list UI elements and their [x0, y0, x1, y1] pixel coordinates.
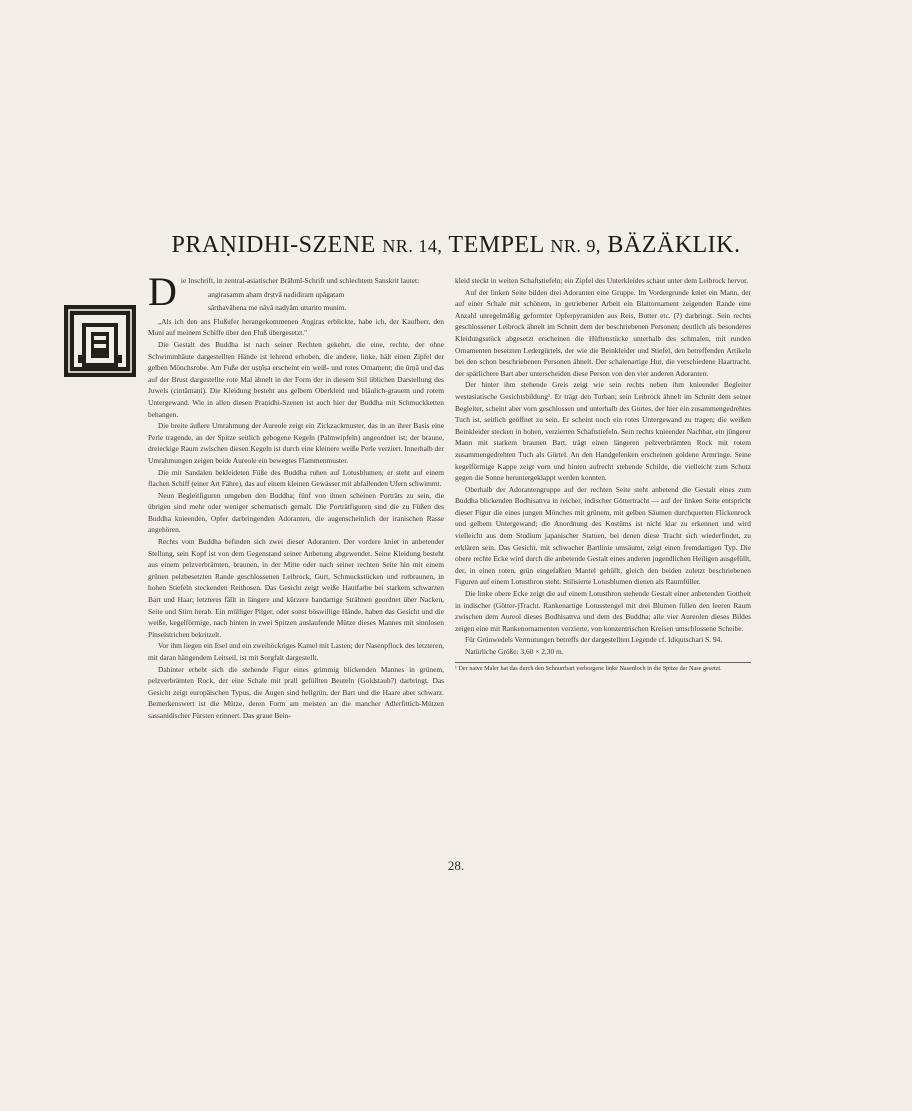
title-part-1: PRAṆIDHI-SZENE: [171, 232, 376, 258]
title-nr-1: NR. 14,: [382, 236, 443, 256]
paragraph: Dahinter erhebt sich die stehende Figur eines grimmig blickenden Mannes in grünem, pelzverbrämten Rock, der eine Schale mit prall gefüllten Beuteln (Goldstaub?) darbringt. Das Gesicht zeigt europäischen Typus, die Augen sind hellgrün, der Bart und die Haare aber schwarz. Bemerkenswert ist die Mütze, deren Form am meisten an die mancher Adlerfittich-Mützen sassanidischer Fürsten erinnert. Das graue Bein-: [148, 664, 444, 720]
title-part-2: TEMPEL: [448, 232, 544, 258]
paragraph: Die Gestalt des Buddha ist nach seiner Rechten gekehrt, die eine, rechte, der ohne Schwimmhäute dargestellten Hände ist lehrend erhoben, die andere, linke, hält einen Zipfel der gelben Mönchsrobe. Am Fuße der uṣṇîṣa erscheint ein weiß- und rotes Ornament; die ûrṇâ und das auf der Brust dargestellte rote Mal ähnelt in der Form der in diesem Stil üblichen Darstellung des Juwels (cintâmaṇi). Die Kleidung besteht aus gelbem Oberkleid und bläulich-grauem und rotem Untergewand. Wie in allen diesen Praṇidhi-Szenen ist auch hier der Buddha mit Schmuckketten behangen.: [148, 339, 444, 419]
page-number: 28.: [447, 858, 465, 873]
paragraph: kleid steckt in weiten Schaftstiefeln; ein Zipfel des Unterkleides schaut unter dem Leibrock hervor.: [455, 276, 749, 285]
left-column: [148, 269, 444, 722]
drop-cap: D: [148, 269, 177, 314]
verse-line-1: angirasamm aham drṣṭvâ nadidiram upâgatam: [208, 289, 345, 299]
paragraph: „Als ich den ans Flußufer herangekommenen Angiras erblickte, habe ich, der Kaufherr, den Muni auf meinem Schiffe über den Fluß übergesetzt.": [148, 316, 444, 338]
footnote: ¹ Der naive Maler hat das durch den Schnurrbart verborgene linke Nasenloch in die Spitze der Nase gesetzt.: [455, 662, 751, 674]
paragraph: Neun Begleitfiguren umgeben den Buddha; fünf von ihnen scheinen Porträts zu sein, die übrigen sind mehr oder weniger schematisch gemalt. Die Porträtfiguren sind die zu Füßen des Buddha knieenden, Opfer darbringenden Adoranten, die augenscheinlich der iranischen Rasse angehören.: [148, 490, 444, 535]
title-part-3: BÄZÄKLIK.: [607, 232, 741, 258]
page-title: [0, 232, 912, 259]
paragraph: Für Grünwedels Vermutungen betreffs der dargestellten Legende cf. Idiqutschari S. 94.: [465, 635, 723, 645]
paragraph: Der hinter ihm stehende Greis zeigt wie sein rechts neben ihm knieender Begleiter westasiatische Gesichtsbildung¹. Er trägt den Turban; sein Leibrock ähnelt im Schnitt dem seiner Begleiter, scheint aber vorn geschlossen und unterhalb des Gurtes, der hier ein zusammengedrehtes Tuch ist, seitlich geöffnet zu sein. Er scheint noch ein rotes Untergewand zu tragen; die weißen Beinkleider stecken in hohen, verzierten Schaftstiefeln. Sein rechts knieender Nachbar, ein jüngerer Mann mit starkem braunen Bart, trägt einen längeren pelzverbrämten Rock mit rotem zusammengedrehten Tuch als Gürtel. An den Handgelenken erscheinen goldene Armringe. Seine kegelförmige Kappe zeigt vorn und hinten aufrecht stehende Schilde, die vielleicht zum Schutz gegen die Sonne heruntergeklappt werden konnten.: [455, 380, 751, 483]
right-column: [455, 275, 751, 673]
paragraph: Die mit Sandalen bekleideten Füße des Buddha ruhen auf Lotusblumen; er steht auf einem flachen Schiff (einer Art Fähre), das auf einem kleinen Gewässer mit abfallenden Ufern schwimmt.: [148, 467, 444, 489]
paragraph: Die breite äußere Umrahmung der Aureole zeigt ein Zickzackmuster, das in an ihrer Basis eine Perle tragende, an der Spitze seitlich gebogene Kegeln (Palmwipfeln) angeordnet ist; der braune, dreieckige Raum zwischen diesen Kegeln ist durch eine kleinere weiße Perle verziert. Innerhalb der Umrahmungen zeigen beide Aureole ein bewegtes Flammenmuster.: [148, 421, 444, 465]
paragraph: Vor ihm liegen ein Esel und ein zweihöckriges Kamel mit Lasten; der Nasenpflock des letzteren, mit daran hängendem Leitseil, ist mit Sorgfalt dargestellt.: [148, 641, 444, 662]
title-nr-2: NR. 9,: [550, 236, 601, 256]
dimensions-line: Natürliche Größe: 3,60 × 2,30 m.: [465, 647, 564, 656]
intro-text: ie Inschrift, in zentral-asiatischer Brâhmî-Schrift und schlechtem Sanskrit lautet:: [180, 276, 420, 285]
ornament-icon: [64, 305, 136, 377]
paragraph: Rechts vom Buddha befinden sich zwei dieser Adoranten. Der vordere kniet in anbetender Stellung, sein Kopf ist von dem Gegenstand seiner Anbetung abgewendet. Seine Kleidung besteht aus einem pelzverbrämten, braunen, in der Mitte oder nach seiner rechten Seite hin mit einem grünen pelzbesetzten Rande geschlossenen Leibrock, Gurt, Schmuckstücken und rotbraunen, in hohen Stiefeln steckenden Reithosen. Das Gesicht zeigt weiße Hautfarbe bei starkem schwarzen Bart und Haar; letzteres fällt in längere und kürzere bandartige Strähnen geordnet über Nacken, Seite und Stirn herab. Ein mülliger Pilger, oder sonst böswillige Hände, haben das Gesicht und die weiße, kegelförmige, nach hinten in zwei Spitzen auslaufende Mütze dieses Mannes mit sinnlosen Pinselstrichen bekritzelt.: [148, 537, 444, 639]
paragraph: Die linke obere Ecke zeigt die auf einem Lotusthron stehende Gestalt einer anbetenden Gottheit in indischer (Götter-)Tracht. Rankenartige Lotusstengel mit drei Blumen füllen den leeren Raum zwischen dem Aureol dieses Bodhisattva und dem des Buddha; alle vier Aureolen dieses Bildes zeigen eine mit Rankenornamenten verzierte, von konzentrischen Kreisen umschlossene Scheibe.: [455, 589, 751, 633]
verse-line-2: sârthavâhena me nâvâ nadyâm uttarito munim.: [208, 303, 347, 313]
paragraph: Auf der linken Seite bilden drei Adoranten eine Gruppe. Im Vordergrunde kniet ein Mann, der auf einer Schale mit schönem, in getriebener Arbeit ein Blattornament zeigenden Rande eine Anzahl unregelmäßig geformter Opferpyramiden aus Reis, Butter etc. (?) darbringt. Sein rechts geschlossener Leibrock ähnelt im Schnitt dem der beschriebenen Personen; deutlich als besonderes Kleidungsstück abgesetzt erscheinen die Hüftenstücke unterhalb des schmalen, mit runden Ornamenten besetzten Ledergürtels, der wie die Beinkleider und Stiefel, den betreffenden Artikeln bei den schon beschriebenen Personen ähnelt. Der schalenartige Hut, die verschiedene Haartracht, der spärlichere Bart aber unterscheiden diese Person von den vier anderen Adoranten.: [455, 287, 751, 378]
paragraph: Oberhalb der Adorantengruppe auf der rechten Seite steht anbetend die Gestalt eines zum Buddha blickenden Bodhisattva in reicher, indischer Göttertracht — auf der linken Seite entspricht dieser Figur die eines jungen Mönches mit grünem, mit gelben Säumen durchquerten Flickenrock und gelbem Untergewand; die Anordnung des Kostüms ist nicht klar zu erkennen und wird vielleicht aus dem Studium japanischer Statuen, bei denen diese Tracht sich wiederfindet, zu erklären sein. Das Gesicht, mit schwacher Bartlinie umsäumt, zeigt einen fremdartigen Typ. Die obere rechte Ecke wird durch die anbetende Gestalt eines anderen jugendlichen Heiligen ausgefüllt, der, in einen roten, grün eingefaßten Mantel gehüllt, gleich den beiden zuletzt beschriebenen Figuren auf einem Lotusthron steht. Stilisierte Lotusblumen dienen als Raumfüller.: [455, 484, 751, 587]
